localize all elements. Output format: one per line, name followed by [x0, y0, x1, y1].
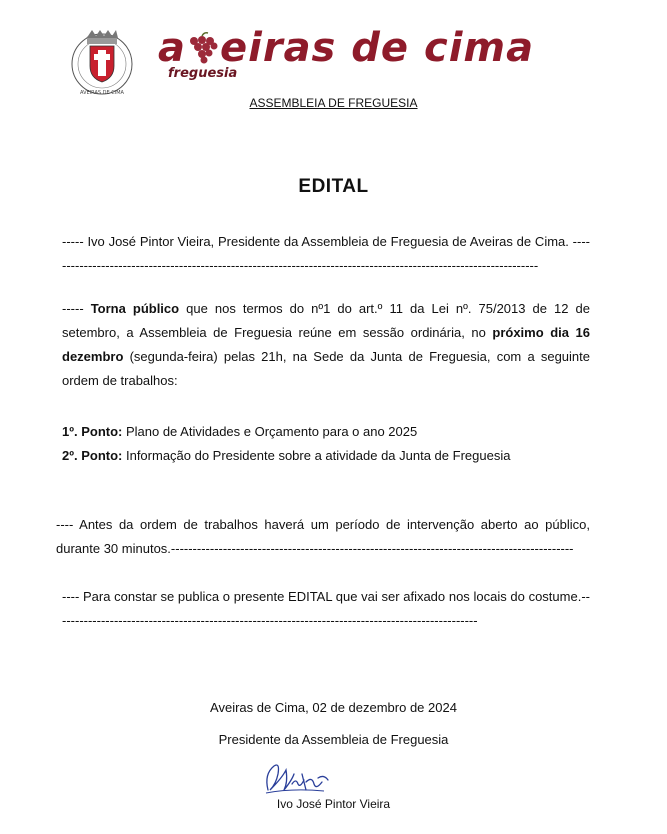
brand-title-part-2: eiras de cima	[220, 25, 535, 71]
agenda-item	[62, 444, 602, 468]
paragraph-posting	[62, 585, 590, 633]
paragraph-public-intervention	[56, 513, 590, 561]
p4-lead: ----	[62, 589, 84, 604]
grape-icon	[186, 31, 220, 65]
agenda-item-label: 1º. Ponto:	[62, 424, 123, 439]
handwritten-signature	[262, 760, 332, 796]
place-date: Aveiras de Cima, 02 de dezembro de 2024	[210, 700, 457, 715]
assembly-heading: ASSEMBLEIA DE FREGUESIA	[249, 96, 418, 110]
agenda-item	[62, 420, 602, 444]
p4-trail: --------------------------------------------------------------------------------------------------	[62, 589, 590, 628]
agenda-list	[62, 420, 602, 468]
signatory-role: Presidente da Assembleia de Freguesia	[218, 732, 449, 747]
p2-lead: -----	[62, 301, 91, 316]
coat-of-arms-icon	[70, 28, 134, 98]
p4-text: Para constar se publica o presente EDITAL que vai ser afixado nos locais do costume.	[83, 589, 582, 604]
agenda-item-text: Informação do Presidente sobre a atividade da Junta de Freguesia	[122, 448, 511, 463]
paragraph-announcement	[62, 297, 590, 393]
p2-text-1: que nos termos do nº1 do art.º 11 da Lei nº. 75/2013 de 12 de setembro, a Assembleia de Freguesia reúne em sessão ordinária, no	[62, 301, 590, 340]
paragraph-president	[62, 230, 590, 278]
p1-text: Ivo José Pintor Vieira, Presidente da Assembleia de Freguesia de Aveiras de Cima.	[87, 234, 573, 249]
p3-lead: ----	[56, 517, 80, 532]
agenda-item-label: 2º. Ponto:	[62, 448, 123, 463]
p3-trail: ---------------------------------------------------------------------------------------------	[170, 541, 574, 556]
p2-bold-1: Torna público	[90, 301, 180, 316]
document-title: EDITAL	[298, 176, 369, 197]
signatory-name: Ivo José Pintor Vieira	[276, 797, 391, 811]
p1-trail: ------------------------------------------------------------------------------------------------------------------	[62, 234, 590, 273]
brand-title-part-1: a	[158, 25, 186, 71]
brand-logo	[158, 26, 598, 86]
agenda-item-text: Plano de Atividades e Orçamento para o ano 2025	[122, 424, 418, 439]
brand-title	[158, 26, 534, 70]
crest-text: AVEIRAS DE CIMA	[80, 90, 124, 96]
brand-subtitle: freguesia	[168, 66, 238, 81]
p3-text: Antes da ordem de trabalhos haverá um período de intervenção aberto ao público, durante 30 minutos.	[56, 517, 590, 556]
p2-text-2: (segunda-feira) pelas 21h, na Sede da Junta de Freguesia, com a seguinte ordem de trabalhos:	[62, 349, 590, 388]
p2-bold-2: próximo dia 16 dezembro	[62, 325, 590, 364]
p1-lead: -----	[62, 234, 88, 249]
